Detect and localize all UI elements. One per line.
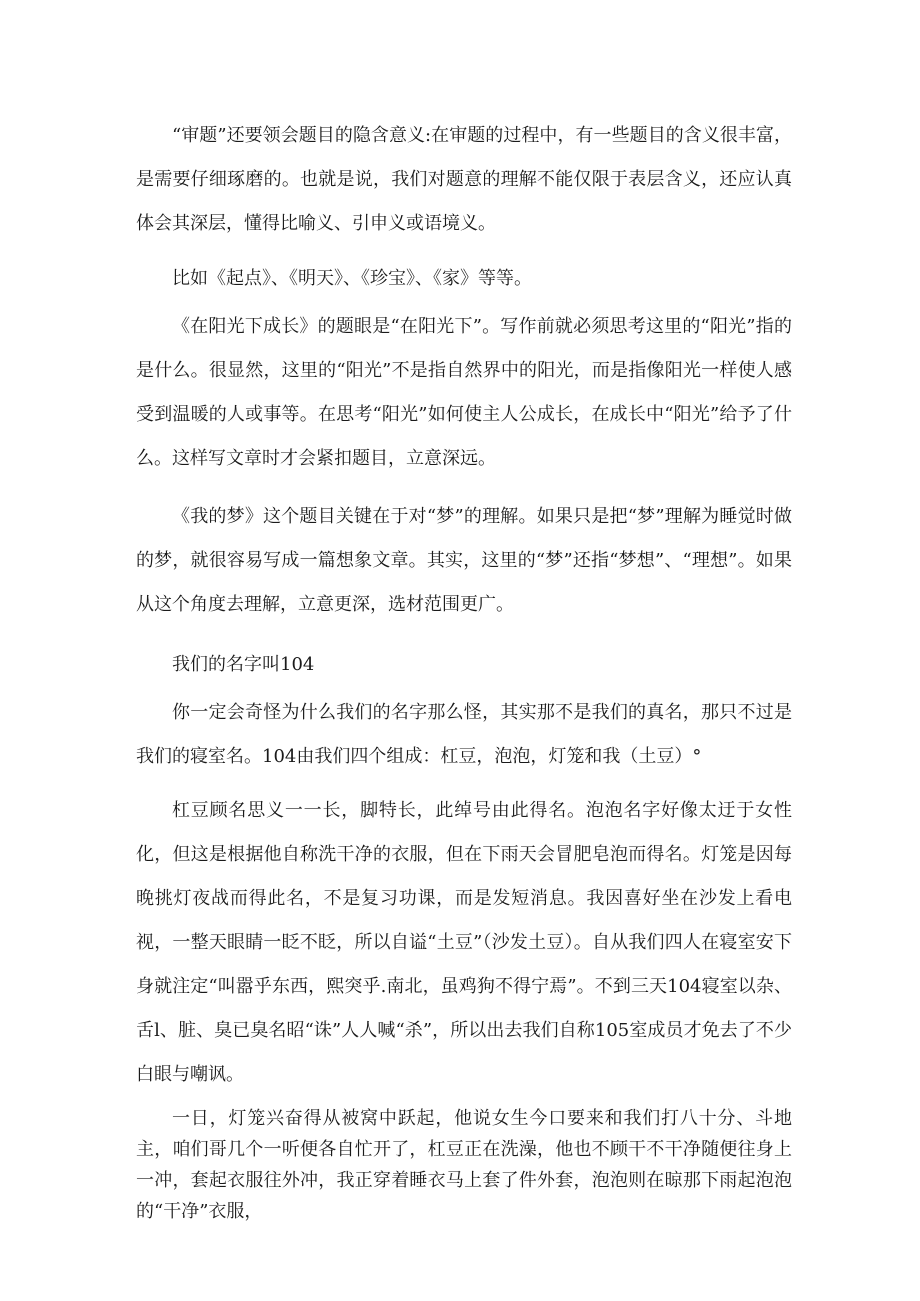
paragraph-dorm-name: 你一定会奇怪为什么我们的名字那么怪，其实那不是我们的真名，那只不过是我们的寝室名。104由我们四个组成：杠豆，泡泡，灯笼和我（土豆）°	[136, 702, 792, 767]
paragraph-nicknames: 杠豆顾名思义一一长，脚特长，此绰号由此得名。泡泡名字好像太迂于女性化，但这是根据他自称洗干净的衣服，但在下雨天会冒肥皂泡而得名。灯笼是因每晚挑灯夜战而得此名，不是复习功课，而是发短消息。我因喜好坐在沙发上看电视，一整天眼睛一眨不眨，所以自谥“土豆”（沙发土豆）。自从我们四人在寝室安下身就注定“叫嚣乎东西，熙突乎.南北，虽鸡狗不得宁焉”。不到三天104寝室以杂、舌l、脏、臭已臭名昭“诛”人人喊“杀”，所以出去我们自称105室成员才免去了不少白眼与嘲讽。	[136, 800, 792, 1085]
paragraph-one-day: 一日，灯笼兴奋得从被窝中跃起，他说女生今口要来和我们打八十分、斗地主，咱们哥几个一听便各自忙开了，杠豆正在洗澡，他也不顾干不干净随便往身上一冲，套起衣服往外冲，我正穿着睡衣马上套了件外套，泡泡则在晾那下雨起泡泡的“干净”衣服，	[136, 1108, 792, 1222]
paragraph-my-dream: 《我的梦》这个题目关键在于对“梦”的理解。如果只是把“梦”理解为睡觉时做的梦，就很容易写成一篇想象文章。其实，这里的“梦”还指“梦想”、“理想”。如果从这个角度去理解，立意更深，选材范围更广。	[136, 506, 792, 615]
essay-title: 我们的名字叫104	[172, 654, 315, 675]
paragraph-examples: 比如《起点》、《明天》、《珍宝》、《家》等等。	[172, 268, 532, 289]
paragraph-topic-implied-meaning: “审题”还要领会题目的隐含意义:在审题的过程中，有一些题目的含义很丰富，是需要仔细琢磨的。也就是说，我们对题意的理解不能仅限于表层含义，还应认真体会其深层，懂得比喻义、引申义或语境义。	[136, 125, 792, 234]
paragraph-growing-in-sunshine: 《在阳光下成长》的题眼是“在阳光下”。写作前就必须思考这里的“阳光”指的是什么。很显然，这里的“阳光”不是指自然界中的阳光，而是指像阳光一样使人感受到温暖的人或事等。在思考“阳光”如何使主人公成长，在成长中“阳光”给予了什么。这样写文章时才会紧扣题目，立意深远。	[136, 316, 792, 469]
